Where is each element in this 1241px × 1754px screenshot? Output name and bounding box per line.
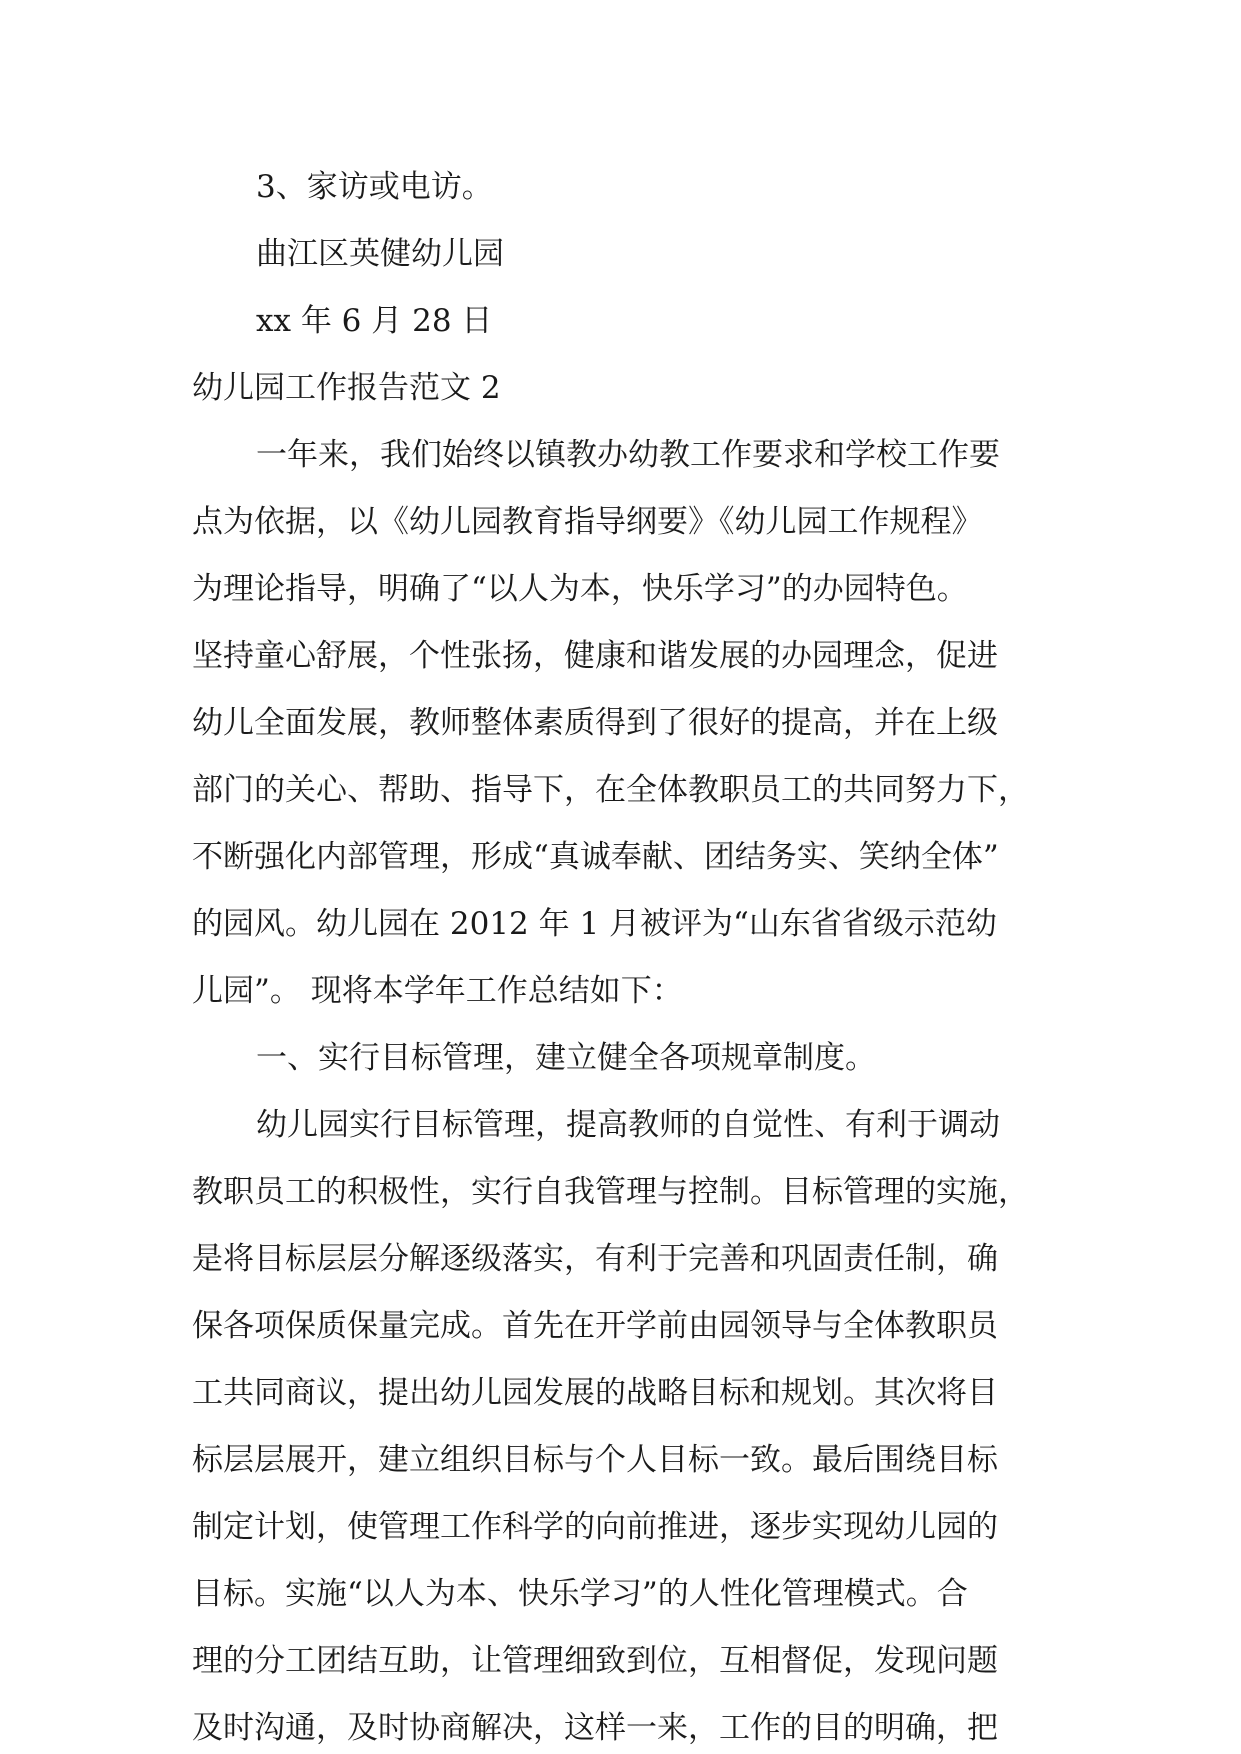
text-line-22: 目标。实施“以人为本、快乐学习”的人性化管理模式。合	[192, 1576, 968, 1612]
text-line-6: 点为依据，以《幼儿园教育指导纲要》《幼儿园工作规程》	[192, 504, 983, 540]
text-line-3: xx 年 6 月 28 日	[256, 303, 493, 339]
text-line-12: 的园风。幼儿园在 2012 年 1 月被评为“山东省省级示范幼	[192, 906, 997, 942]
section-heading: 幼儿园工作报告范文 2	[192, 370, 501, 406]
text-line-9: 幼儿全面发展，教师整体素质得到了很好的提高，并在上级	[192, 705, 998, 741]
text-line-2: 曲江区英健幼儿园	[256, 236, 504, 272]
text-line-21: 制定计划，使管理工作科学的向前推进，逐步实现幼儿园的	[192, 1509, 998, 1545]
text-line-20: 标层层展开，建立组织目标与个人目标一致。最后围绕目标	[192, 1442, 998, 1478]
text-line-18: 保各项保质保量完成。首先在开学前由园领导与全体教职员	[192, 1308, 998, 1344]
text-line-5: 一年来，我们始终以镇教办幼教工作要求和学校工作要	[256, 437, 1000, 473]
text-line-1: 3、家访或电访。	[256, 169, 493, 205]
text-line-7: 为理论指导，明确了“以人为本，快乐学习”的办园特色。	[192, 571, 968, 607]
text-line-10: 部门的关心、帮助、指导下，在全体教职员工的共同努力下，	[192, 772, 1029, 808]
text-line-14: 一、实行目标管理，建立健全各项规章制度。	[256, 1040, 876, 1076]
text-line-24: 及时沟通，及时协商解决，这样一来，工作的目的明确，把	[192, 1710, 998, 1746]
text-line-11: 不断强化内部管理，形成“真诚奉献、团结务实、笑纳全体”	[192, 839, 999, 875]
text-line-8: 坚持童心舒展，个性张扬，健康和谐发展的办园理念，促进	[192, 638, 998, 674]
text-line-15: 幼儿园实行目标管理，提高教师的自觉性、有利于调动	[256, 1107, 1000, 1143]
text-line-13: 儿园”。 现将本学年工作总结如下：	[192, 973, 683, 1009]
text-line-23: 理的分工团结互助，让管理细致到位，互相督促，发现问题	[192, 1643, 998, 1679]
text-line-19: 工共同商议，提出幼儿园发展的战略目标和规划。其次将目	[192, 1375, 998, 1411]
text-line-16: 教职员工的积极性，实行自我管理与控制。目标管理的实施，	[192, 1174, 1029, 1210]
text-line-17: 是将目标层层分解逐级落实，有利于完善和巩固责任制，确	[192, 1241, 998, 1277]
